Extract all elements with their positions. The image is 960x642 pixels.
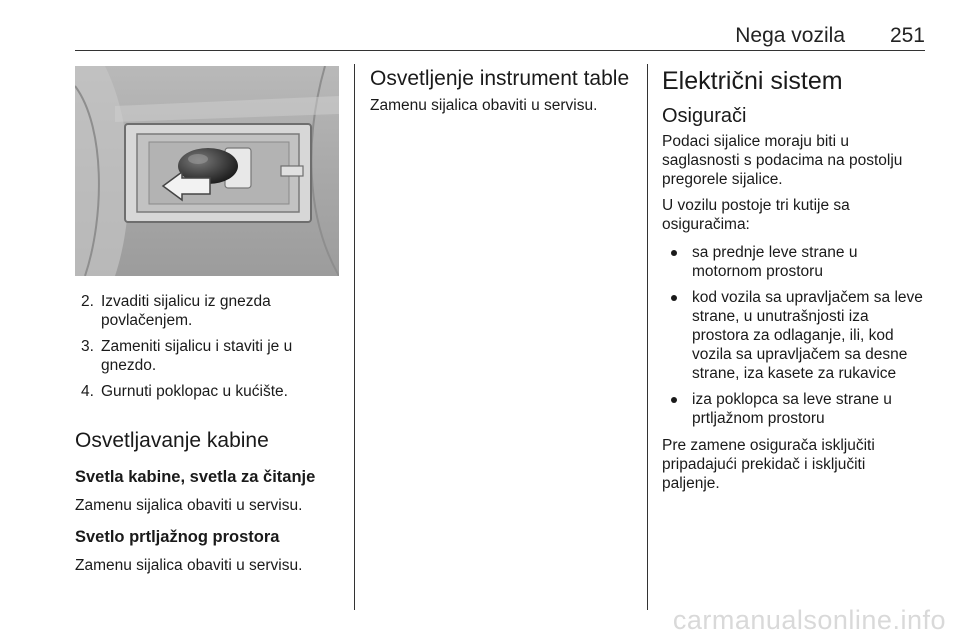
list-item: 3. Zameniti sijalicu i staviti je u gnezdo. [81, 338, 293, 374]
list-item: sa prednje leve strane u motornom prostoru [662, 243, 927, 281]
section-heading: Osvetljenje instrument table [370, 67, 630, 90]
column-divider [647, 64, 648, 610]
column-divider [354, 64, 355, 610]
list-item: iza poklopca sa leve strane u prtljažnom prostoru [662, 390, 927, 428]
paragraph: Pre zamene osigurača isključiti pripadajući prekidač i isključiti paljenje. [662, 437, 875, 492]
bulb-removal-illustration [75, 66, 339, 276]
steps-list [75, 292, 339, 401]
list-item: 4. Gurnuti poklopac u kućište. [81, 383, 288, 400]
subsection-heading: Svetlo prtljažnog prostora [75, 528, 280, 546]
chapter-heading: Električni sistem [662, 67, 843, 95]
section-heading: Osigurači [662, 105, 747, 127]
page-number: 251 [889, 24, 925, 47]
page-header [75, 0, 925, 51]
section-heading: Osvetljavanje kabine [75, 429, 269, 452]
list-item: kod vozila sa upravljačem sa leve strane, u unutrašnjosti iza prostora za odlaganje, ili, kod vozila sa upravljačem sa desne strane, iza kasete za rukavice [662, 288, 927, 383]
paragraph: Zamenu sijalica obaviti u servisu. [75, 497, 303, 514]
paragraph: Zamenu sijalica obaviti u servisu. [370, 97, 598, 114]
column-left [75, 66, 339, 575]
list-item: 2. Izvaditi sijalicu iz gnezda povlačenjem. [81, 293, 271, 329]
fuse-box-list [662, 243, 927, 428]
watermark: carmanualsonline.info [672, 605, 946, 635]
subsection-heading: Svetla kabine, svetla za čitanje [75, 468, 316, 486]
paragraph: Podaci sijalice moraju biti u saglasnosti s podacima na postolju pregorele sijalice. [662, 133, 903, 188]
paragraph: U vozilu postoje tri kutije sa osiguračima: [662, 197, 850, 233]
column-middle [370, 66, 632, 115]
running-title: Nega vozila [735, 24, 845, 47]
paragraph: Zamenu sijalica obaviti u servisu. [75, 557, 303, 574]
column-right [662, 66, 927, 493]
